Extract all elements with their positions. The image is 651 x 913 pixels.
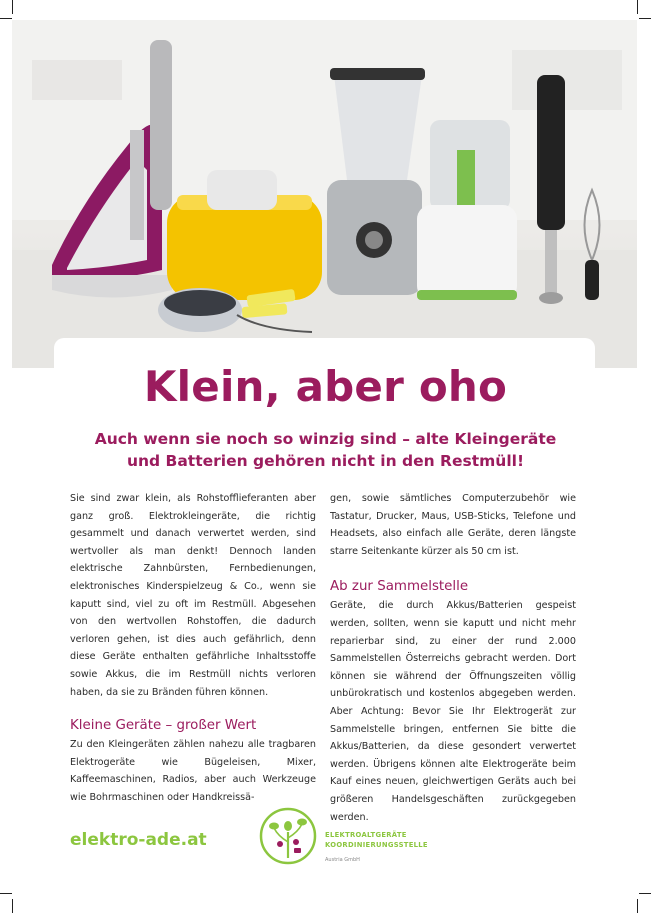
crop-mark — [12, 0, 13, 14]
subheadline-line-1: Auch wenn sie noch so winzig sind – alte Kleingeräte — [94, 430, 557, 448]
page-title: Klein, aber oho — [143, 362, 508, 411]
logo-line-1: ELEKTROALTGERÄTE — [325, 831, 407, 839]
section-heading-sammelstelle: Ab zur Sammelstelle — [330, 579, 469, 595]
subheadline — [60, 428, 591, 472]
food-processor-icon — [417, 120, 517, 300]
section-paragraph: Zu den Kleingeräten zählen nahezu alle tragbaren Elektrogeräte wie Bügeleisen, Mixer, Kaffeemaschinen, Radios, aber auch Werkzeuge wie Bohrmaschinen oder Handkreissä- — [70, 739, 316, 803]
crop-mark — [0, 18, 12, 19]
logo-line-2: KOORDINIERUNGSSTELLE — [325, 841, 428, 849]
logo-company: Austria GmbH — [325, 857, 360, 863]
crop-mark — [637, 899, 638, 913]
logo-icon — [258, 806, 318, 866]
text-column-left — [70, 490, 316, 807]
text-column-right — [330, 490, 576, 826]
crop-mark — [637, 0, 638, 14]
blender-icon — [327, 68, 425, 295]
subheadline-line-2: und Batterien gehören nicht in den Restmüll! — [126, 452, 525, 470]
crop-mark — [0, 893, 12, 894]
tree-logo-icon — [258, 806, 318, 866]
crop-mark — [12, 899, 13, 913]
intro-paragraph: Sie sind zwar klein, als Rohstofflieferanten aber ganz groß. Elektrokleingeräte, die richtig gesammelt und danach verwertet werden, sind wertvoller als man denkt! Dennoch landen elektrische Zahnbürsten, Fernbedienungen, elektronisches Kinderspielzeug & Co., wenn sie kaputt sind, viel zu oft im Restmüll. Abgesehen von den wertvollen Rohstoffen, die dadurch verloren gehen, ist dies auch gefährlich, denn diese Geräte enthalten gefährliche Inhaltsstoffe sowie Akkus, die im Restmüll nichts verloren haben, da sie zu Bränden führen können. — [70, 493, 316, 698]
section-heading-kleine-geraete: Kleine Geräte – großer Wert — [70, 718, 257, 734]
hero-photo — [12, 20, 637, 368]
continuation-paragraph: gen, sowie sämtliches Computerzubehör wie Tastatur, Drucker, Maus, USB-Sticks, Telefone und Headsets, also einfach alle Geräte, deren längste starre Seitenkante kürzer als 50 cm ist. — [330, 493, 576, 557]
section-paragraph: Geräte, die durch Akkus/Batterien gespeist werden, sollten, wenn sie kaputt und nicht mehr reparierbar sind, zu einer der rund 2.000 Sammelstellen Österreichs gebracht werden. Dort können sie während der Öffnungszeiten völlig unbürokratisch und kostenlos abgegeben werden. Aber Achtung: Bevor Sie Ihr Elektrogerät zur Sammelstelle bringen, entfernen Sie bitte die Akkus/Batterien, da diese gesondert verwertet werden. Übrigens können alte Elektrogeräte beim Kauf eines neuen, gleichwertigen Geräts auch bei größeren Handelsgeschäften zurückgegeben werden. — [330, 600, 576, 823]
appliances-illustration — [12, 20, 637, 368]
website-link[interactable]: elektro-ade.at — [70, 830, 207, 850]
crop-mark — [639, 893, 651, 894]
logo-wordmark — [325, 830, 428, 850]
crop-mark — [639, 18, 651, 19]
